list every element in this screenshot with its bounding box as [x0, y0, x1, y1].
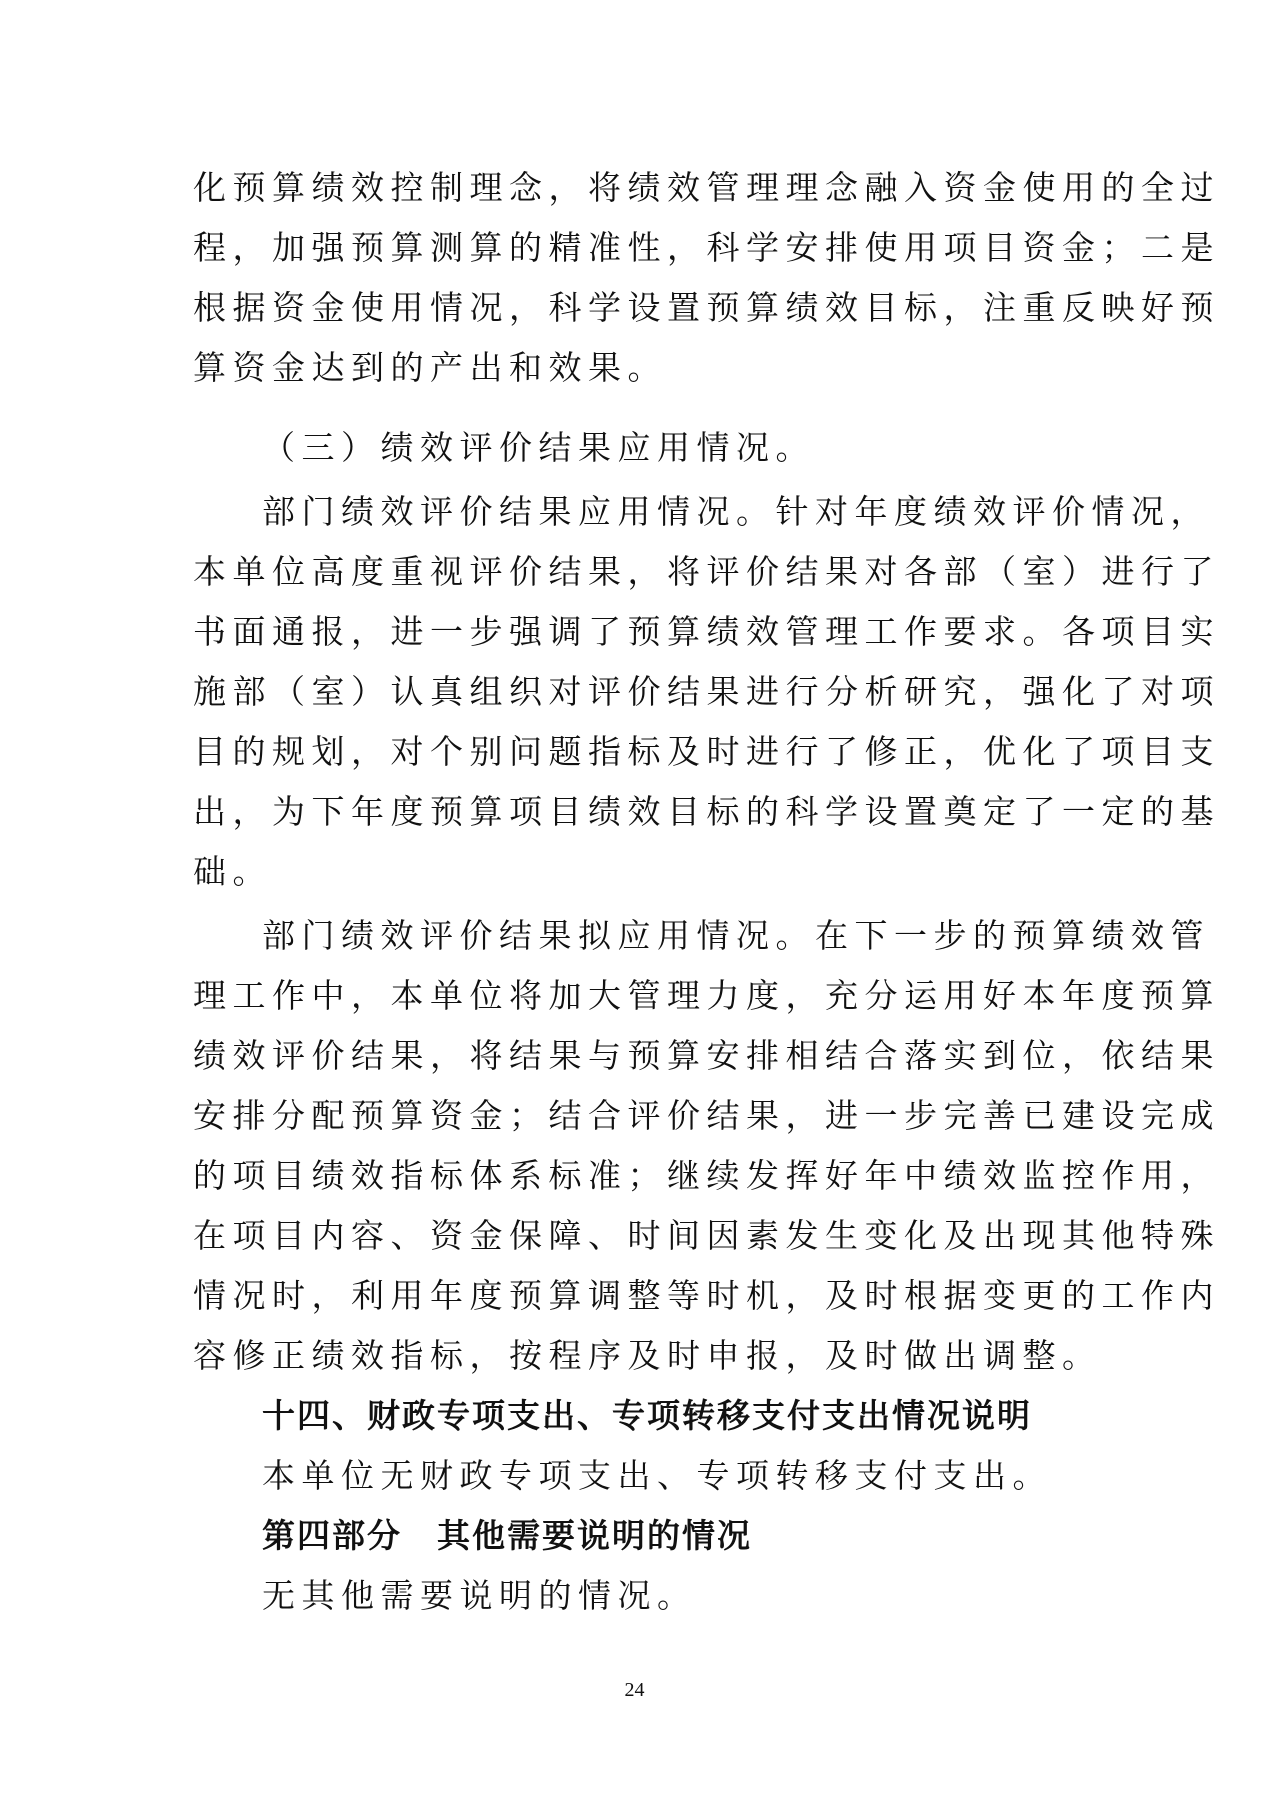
section-heading: 十四、财政专项支出、专项转移支付支出情况说明 [262, 1396, 1032, 1435]
paragraph-line: 施部（室）认真组织对评价结果进行分析研究，强化了对项 [193, 672, 1220, 711]
paragraph-line: 容修正绩效指标，按程序及时申报，及时做出调整。 [193, 1336, 1102, 1375]
paragraph-line: 无其他需要说明的情况。 [262, 1576, 697, 1615]
paragraph-line: 理工作中，本单位将加大管理力度，充分运用好本年度预算 [193, 976, 1220, 1015]
paragraph-line: 根据资金使用情况，科学设置预算绩效目标，注重反映好预 [193, 288, 1220, 327]
paragraph-line: 部门绩效评价结果拟应用情况。在下一步的预算绩效管 [262, 916, 1210, 955]
paragraph-line: 本单位高度重视评价结果，将评价结果对各部（室）进行了 [193, 552, 1220, 591]
paragraph-line: 目的规划，对个别问题指标及时进行了修正，优化了项目支 [193, 732, 1220, 771]
paragraph-line: 绩效评价结果，将结果与预算安排相结合落实到位，依结果 [193, 1036, 1220, 1075]
paragraph-line: 程，加强预算测算的精准性，科学安排使用项目资金；二是 [193, 228, 1220, 267]
paragraph-line: 算资金达到的产出和效果。 [193, 348, 667, 387]
page-number: 24 [624, 1679, 645, 1701]
paragraph-line: 的项目绩效指标体系标准；继续发挥好年中绩效监控作用， [193, 1156, 1220, 1195]
paragraph-line: 部门绩效评价结果应用情况。针对年度绩效评价情况， [262, 492, 1210, 531]
paragraph-line: 化预算绩效控制理念，将绩效管理理念融入资金使用的全过 [193, 168, 1220, 207]
part-heading: 第四部分 其他需要说明的情况 [262, 1516, 752, 1555]
paragraph-line: 本单位无财政专项支出、专项转移支付支出。 [262, 1456, 1052, 1495]
paragraph-line: 书面通报，进一步强调了预算绩效管理工作要求。各项目实 [193, 612, 1220, 651]
paragraph-line: 情况时，利用年度预算调整等时机，及时根据变更的工作内 [193, 1276, 1220, 1315]
section-subheading: （三）绩效评价结果应用情况。 [262, 428, 815, 467]
paragraph-line: 础。 [193, 852, 272, 891]
paragraph-line: 在项目内容、资金保障、时间因素发生变化及出现其他特殊 [193, 1216, 1220, 1255]
paragraph-line: 安排分配预算资金；结合评价结果，进一步完善已建设完成 [193, 1096, 1220, 1135]
paragraph-line: 出，为下年度预算项目绩效目标的科学设置奠定了一定的基 [193, 792, 1220, 831]
